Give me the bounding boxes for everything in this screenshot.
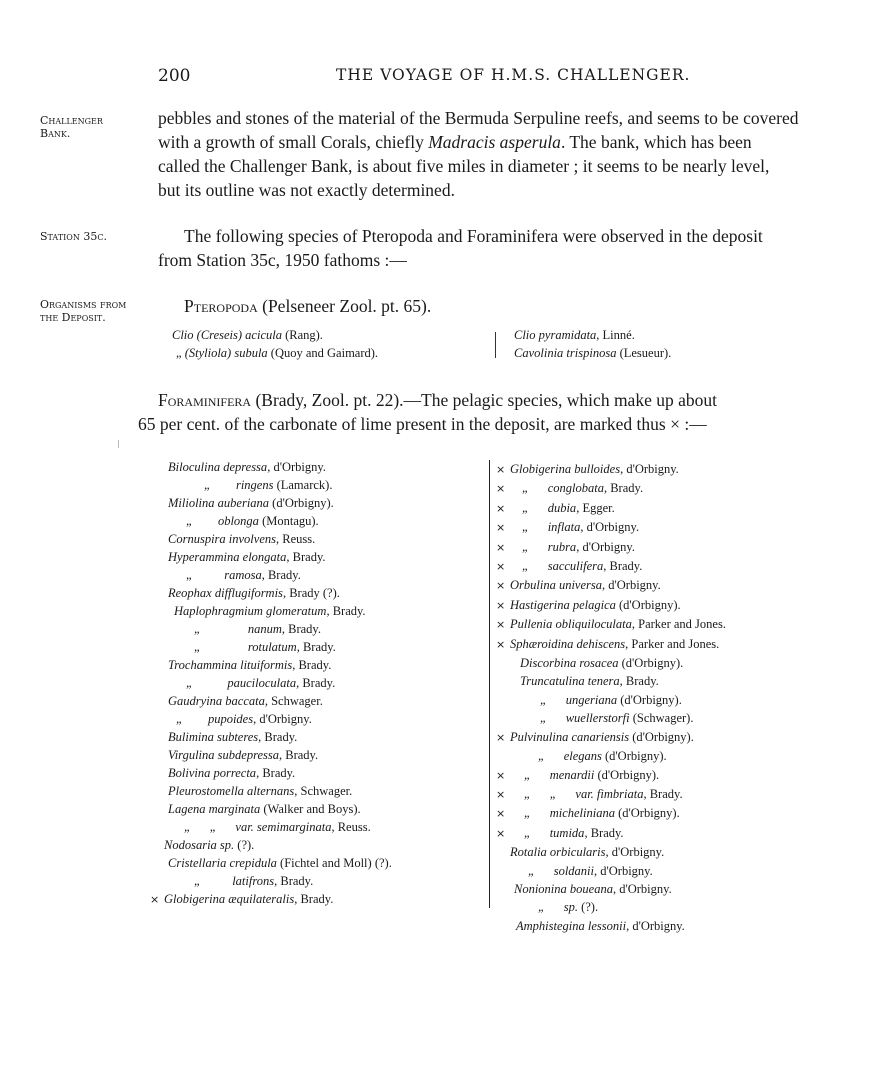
pelagic-mark: ×	[496, 768, 506, 782]
para-line: called the Challenger Bank, is about five miles in diameter ; it seems to be nearly level,	[158, 156, 770, 176]
species-name: „ nanum	[194, 622, 282, 636]
list-item	[496, 518, 726, 537]
list-item	[150, 602, 392, 620]
list-item	[514, 344, 671, 362]
list-item	[496, 672, 726, 690]
list-item	[496, 596, 726, 615]
species-name: Trochammina lituiformis	[168, 658, 293, 672]
text: . The bank, which has been	[560, 132, 752, 152]
pelagic-mark: ×	[496, 579, 506, 593]
pelagic-mark: ×	[496, 787, 506, 801]
species-name: „ conglobata	[522, 481, 604, 496]
species-name: Bolivina porrecta	[168, 766, 257, 780]
pelagic-mark: ×	[496, 598, 506, 612]
pelagic-mark: ×	[496, 618, 506, 632]
authority: , d'Orbigny.	[602, 578, 661, 593]
authority: (Quoy and Gaimard).	[270, 346, 379, 360]
list-item	[496, 785, 726, 804]
authority: (d'Orbigny).	[618, 656, 684, 671]
species-name: „ pupoides	[176, 712, 254, 726]
authority: , Brady.	[292, 658, 332, 672]
side-note-station: Station 35c.	[40, 230, 107, 243]
pelagic-mark: ×	[496, 826, 506, 840]
authority: , Reuss.	[275, 532, 316, 546]
species-name: Nonionina boueana	[514, 881, 613, 896]
authority: , d'Orbigny.	[253, 712, 312, 726]
species-name: „ ramosa	[186, 568, 262, 582]
authority: (Fichtel and Moll) (?).	[276, 856, 392, 870]
paragraph-challenger-bank	[158, 106, 840, 202]
authority: (?).	[577, 900, 599, 915]
species-name: Sphæroidina dehiscens	[510, 636, 626, 651]
authority: , Brady.	[294, 892, 334, 906]
species-name: „ „ var. fimbriata	[524, 786, 644, 801]
pelagic-mark: ×	[150, 893, 160, 906]
authority: (d'Orbigny).	[614, 806, 680, 821]
list-item	[496, 479, 726, 498]
list-item	[150, 692, 392, 710]
species-name: Globigerina æquilateralis	[164, 892, 295, 906]
authority: (Lamarck).	[273, 478, 333, 492]
list-item	[150, 494, 392, 512]
list-item	[496, 691, 726, 709]
species-name: Amphistegina lessonii	[516, 918, 627, 933]
species-name: „ elegans	[538, 749, 602, 764]
species-name: „ micheliniana	[524, 806, 615, 821]
species-name: Cavolinia trispinosa	[514, 346, 617, 360]
authority: , Reuss.	[331, 820, 371, 834]
species-name: „ dubia	[522, 500, 577, 515]
authority: (Rang).	[285, 328, 323, 342]
authority: , d'Orbigny.	[580, 520, 640, 535]
authority: (Lesueur).	[616, 346, 672, 360]
text: with a growth of small Corals, chiefly	[158, 132, 429, 152]
authority: , Parker and Jones.	[631, 617, 726, 632]
authority: (d'Orbigny).	[601, 749, 667, 764]
para-line: from Station 35c, 1950 fathoms :—	[158, 250, 407, 270]
list-item	[496, 862, 726, 880]
list-item	[150, 476, 392, 494]
heading-text: (Pelseneer Zool. pt. 65).	[257, 296, 432, 316]
list-item	[150, 512, 392, 530]
authority: , d'Orbigny.	[620, 462, 679, 476]
pelagic-mark: ×	[496, 540, 506, 554]
list-item	[496, 615, 726, 634]
species-name: Cornuspira involvens	[168, 532, 276, 546]
list-item	[150, 710, 392, 728]
list-item	[496, 880, 726, 898]
column-divider	[489, 460, 490, 908]
authority: (d'Orbigny).	[269, 496, 334, 510]
species-name: Truncatulina tenera	[520, 674, 620, 689]
authority: (Montagu).	[258, 514, 319, 528]
species-name: „ ringens	[204, 478, 274, 492]
list-item	[150, 656, 392, 674]
species-name: „ soldanii	[528, 863, 594, 878]
species-name: Hastigerina pelagica	[510, 597, 616, 612]
pelagic-mark: ×	[496, 501, 506, 515]
subgenus: (Creseis)	[196, 328, 243, 342]
pelagic-mark: ×	[496, 463, 506, 476]
authority: , Brady.	[584, 825, 624, 840]
authority: , Schwager.	[264, 694, 323, 708]
species-name: Globigerina bulloides	[510, 462, 621, 476]
foraminifera-left-list	[150, 458, 392, 909]
species-name: Cristellaria crepidula	[168, 856, 277, 870]
side-note-line: Challenger	[40, 114, 103, 127]
authority: , Schwager.	[294, 784, 353, 798]
subgenus: (Styliola)	[184, 346, 232, 360]
list-item	[514, 326, 671, 344]
list-item	[150, 818, 392, 836]
authority: , Egger.	[576, 500, 615, 515]
list-item	[496, 766, 726, 785]
list-item	[150, 782, 392, 800]
list-item	[150, 728, 392, 746]
list-item	[496, 538, 726, 557]
species-name: Miliolina auberiana	[168, 496, 270, 510]
heading-term: Pteropoda	[184, 296, 258, 316]
list-item	[496, 804, 726, 823]
authority: , d'Orbigny.	[267, 460, 326, 474]
authority: , Brady.	[643, 786, 683, 801]
species-name: „ sacculifera	[522, 559, 604, 574]
para-line: 65 per cent. of the carbonate of lime present in the deposit, are marked thus × :—	[138, 414, 707, 434]
list-item	[150, 890, 392, 909]
genus: Clio	[172, 328, 194, 342]
list-item	[172, 326, 378, 344]
authority: , Linné.	[596, 328, 635, 342]
list-item	[496, 499, 726, 518]
species-name: „ tumida	[524, 825, 585, 840]
authority: , Brady.	[279, 748, 319, 762]
species-name: „ sp.	[538, 900, 578, 915]
authority: , Brady.	[296, 676, 336, 690]
species-name: Bulimina subteres	[168, 730, 259, 744]
authority: , Brady.	[296, 640, 336, 654]
heading-term: Foraminifera	[158, 390, 252, 410]
authority: , Brady.	[256, 766, 296, 780]
species-name: Pullenia obliquiloculata	[510, 617, 632, 632]
list-item	[150, 674, 392, 692]
list-item	[150, 836, 392, 854]
authority: (d'Orbigny).	[615, 597, 681, 612]
side-note-line: the Deposit.	[40, 311, 106, 324]
pelagic-mark: ×	[496, 560, 506, 574]
species-name: Rotalia orbicularis	[510, 845, 606, 860]
para-line	[158, 130, 840, 154]
side-note-challenger-bank	[40, 114, 103, 140]
list-item	[496, 917, 726, 935]
list-item	[150, 872, 392, 890]
page-number: 200	[158, 66, 191, 86]
species-name: „ pauciloculata	[186, 676, 297, 690]
species-name: Biloculina depressa	[168, 460, 268, 474]
paragraph-station	[158, 224, 840, 272]
side-note-organisms	[40, 298, 126, 324]
pelagic-mark: ×	[496, 637, 506, 651]
authority: (d'Orbigny).	[617, 692, 682, 707]
list-item	[150, 638, 392, 656]
authority: , Brady.	[281, 622, 321, 636]
species-name: „ wuellerstorfi	[540, 711, 630, 726]
list-item	[496, 898, 726, 916]
authority: , Brady (?).	[282, 586, 340, 600]
list-item	[150, 530, 392, 548]
para-line	[158, 388, 840, 412]
species-name: Virgulina subdepressa	[168, 748, 279, 762]
species-name: Haplophragmium glomeratum	[174, 604, 327, 618]
authority: , Brady.	[603, 481, 644, 496]
authority: , d'Orbigny.	[605, 845, 665, 860]
para-line: but its outline was not exactly determined.	[158, 180, 455, 200]
authority: , d'Orbigny.	[576, 539, 635, 554]
pelagic-mark: ×	[496, 730, 506, 744]
list-item	[496, 843, 726, 861]
species: subula	[234, 346, 268, 360]
species-name: „ menardii	[524, 767, 595, 782]
margin-mark	[118, 440, 119, 448]
authority: , Brady.	[261, 568, 301, 582]
species-name: Nodosaria sp.	[164, 838, 235, 852]
species-name: Reophax difflugiformis	[168, 586, 283, 600]
authority: , Parker and Jones.	[625, 636, 720, 651]
list-item	[496, 557, 726, 576]
para-line: The following species of Pteropoda and Foraminifera were observed in the deposit	[184, 226, 763, 246]
list-item	[496, 728, 726, 747]
species-name: Pleurostomella alternans	[168, 784, 295, 798]
list-item	[496, 824, 726, 843]
pteropoda-heading	[184, 294, 431, 318]
pelagic-mark: ×	[496, 521, 506, 535]
authority: (d'Orbigny).	[629, 729, 694, 744]
authority: , Brady.	[274, 874, 314, 888]
species-name: „ inflata	[522, 520, 581, 535]
list-item	[150, 800, 392, 818]
list-item	[150, 620, 392, 638]
species-name: Pulvinulina canariensis	[510, 729, 630, 744]
side-note-line: Bank.	[40, 127, 71, 140]
species-name: Discorbina rosacea	[520, 656, 619, 671]
list-item	[496, 654, 726, 672]
authority: (Schwager).	[629, 711, 694, 726]
list-item	[150, 548, 392, 566]
species-name: Clio pyramidata	[514, 328, 597, 342]
list-item	[172, 344, 378, 362]
pelagic-mark: ×	[496, 482, 506, 496]
species-name: Madracis asperula	[428, 132, 561, 152]
species-name: Lagena marginata	[168, 802, 261, 816]
authority: , Brady.	[258, 730, 298, 744]
authority: , d'Orbigny.	[594, 863, 653, 878]
list-item	[496, 576, 726, 595]
authority: , d'Orbigny.	[626, 918, 685, 933]
heading-text: (Brady, Zool. pt. 22).—The pelagic species, which make up about	[251, 390, 717, 410]
pteropoda-right-list	[514, 326, 671, 362]
species-name: „ oblonga	[186, 514, 259, 528]
list-item	[496, 747, 726, 765]
list-item	[150, 458, 392, 476]
authority: , d'Orbigny.	[612, 881, 672, 896]
pteropoda-left-list	[172, 326, 378, 362]
foraminifera-heading	[138, 388, 840, 436]
authority: , Brady.	[286, 550, 326, 564]
pelagic-mark: ×	[496, 807, 506, 821]
running-title: THE VOYAGE OF H.M.S. CHALLENGER.	[336, 66, 691, 84]
species: acicula	[245, 328, 282, 342]
list-item	[150, 566, 392, 584]
list-item	[150, 764, 392, 782]
authority: (?).	[234, 838, 255, 852]
authority: , Brady.	[603, 559, 643, 574]
para-line: pebbles and stones of the material of the Bermuda Serpuline reefs, and seems to be covered	[158, 108, 799, 128]
species-name: Gaudryina baccata	[168, 694, 265, 708]
authority: , Brady.	[619, 674, 659, 689]
list-item	[496, 635, 726, 654]
column-divider	[495, 332, 496, 358]
authority: (d'Orbigny).	[594, 767, 660, 782]
list-item	[496, 460, 726, 479]
species-name: Hyperammina elongata	[168, 550, 287, 564]
authority: (Walker and Boys).	[260, 802, 361, 816]
species-name: „ latifrons	[194, 874, 275, 888]
list-item	[150, 746, 392, 764]
list-item	[496, 709, 726, 727]
foraminifera-right-list	[496, 460, 726, 935]
list-item	[150, 584, 392, 602]
species-name: „ rubra	[522, 539, 577, 554]
species-name: „ „ var. semimarginata	[184, 820, 332, 834]
authority: , Brady.	[326, 604, 366, 618]
species-name: Orbulina universa	[510, 578, 603, 593]
species-name: „ ungeriana	[540, 692, 618, 707]
list-item	[150, 854, 392, 872]
ditto: „	[176, 346, 182, 360]
species-name: „ rotulatum	[194, 640, 297, 654]
side-note-line: Organisms from	[40, 298, 127, 311]
